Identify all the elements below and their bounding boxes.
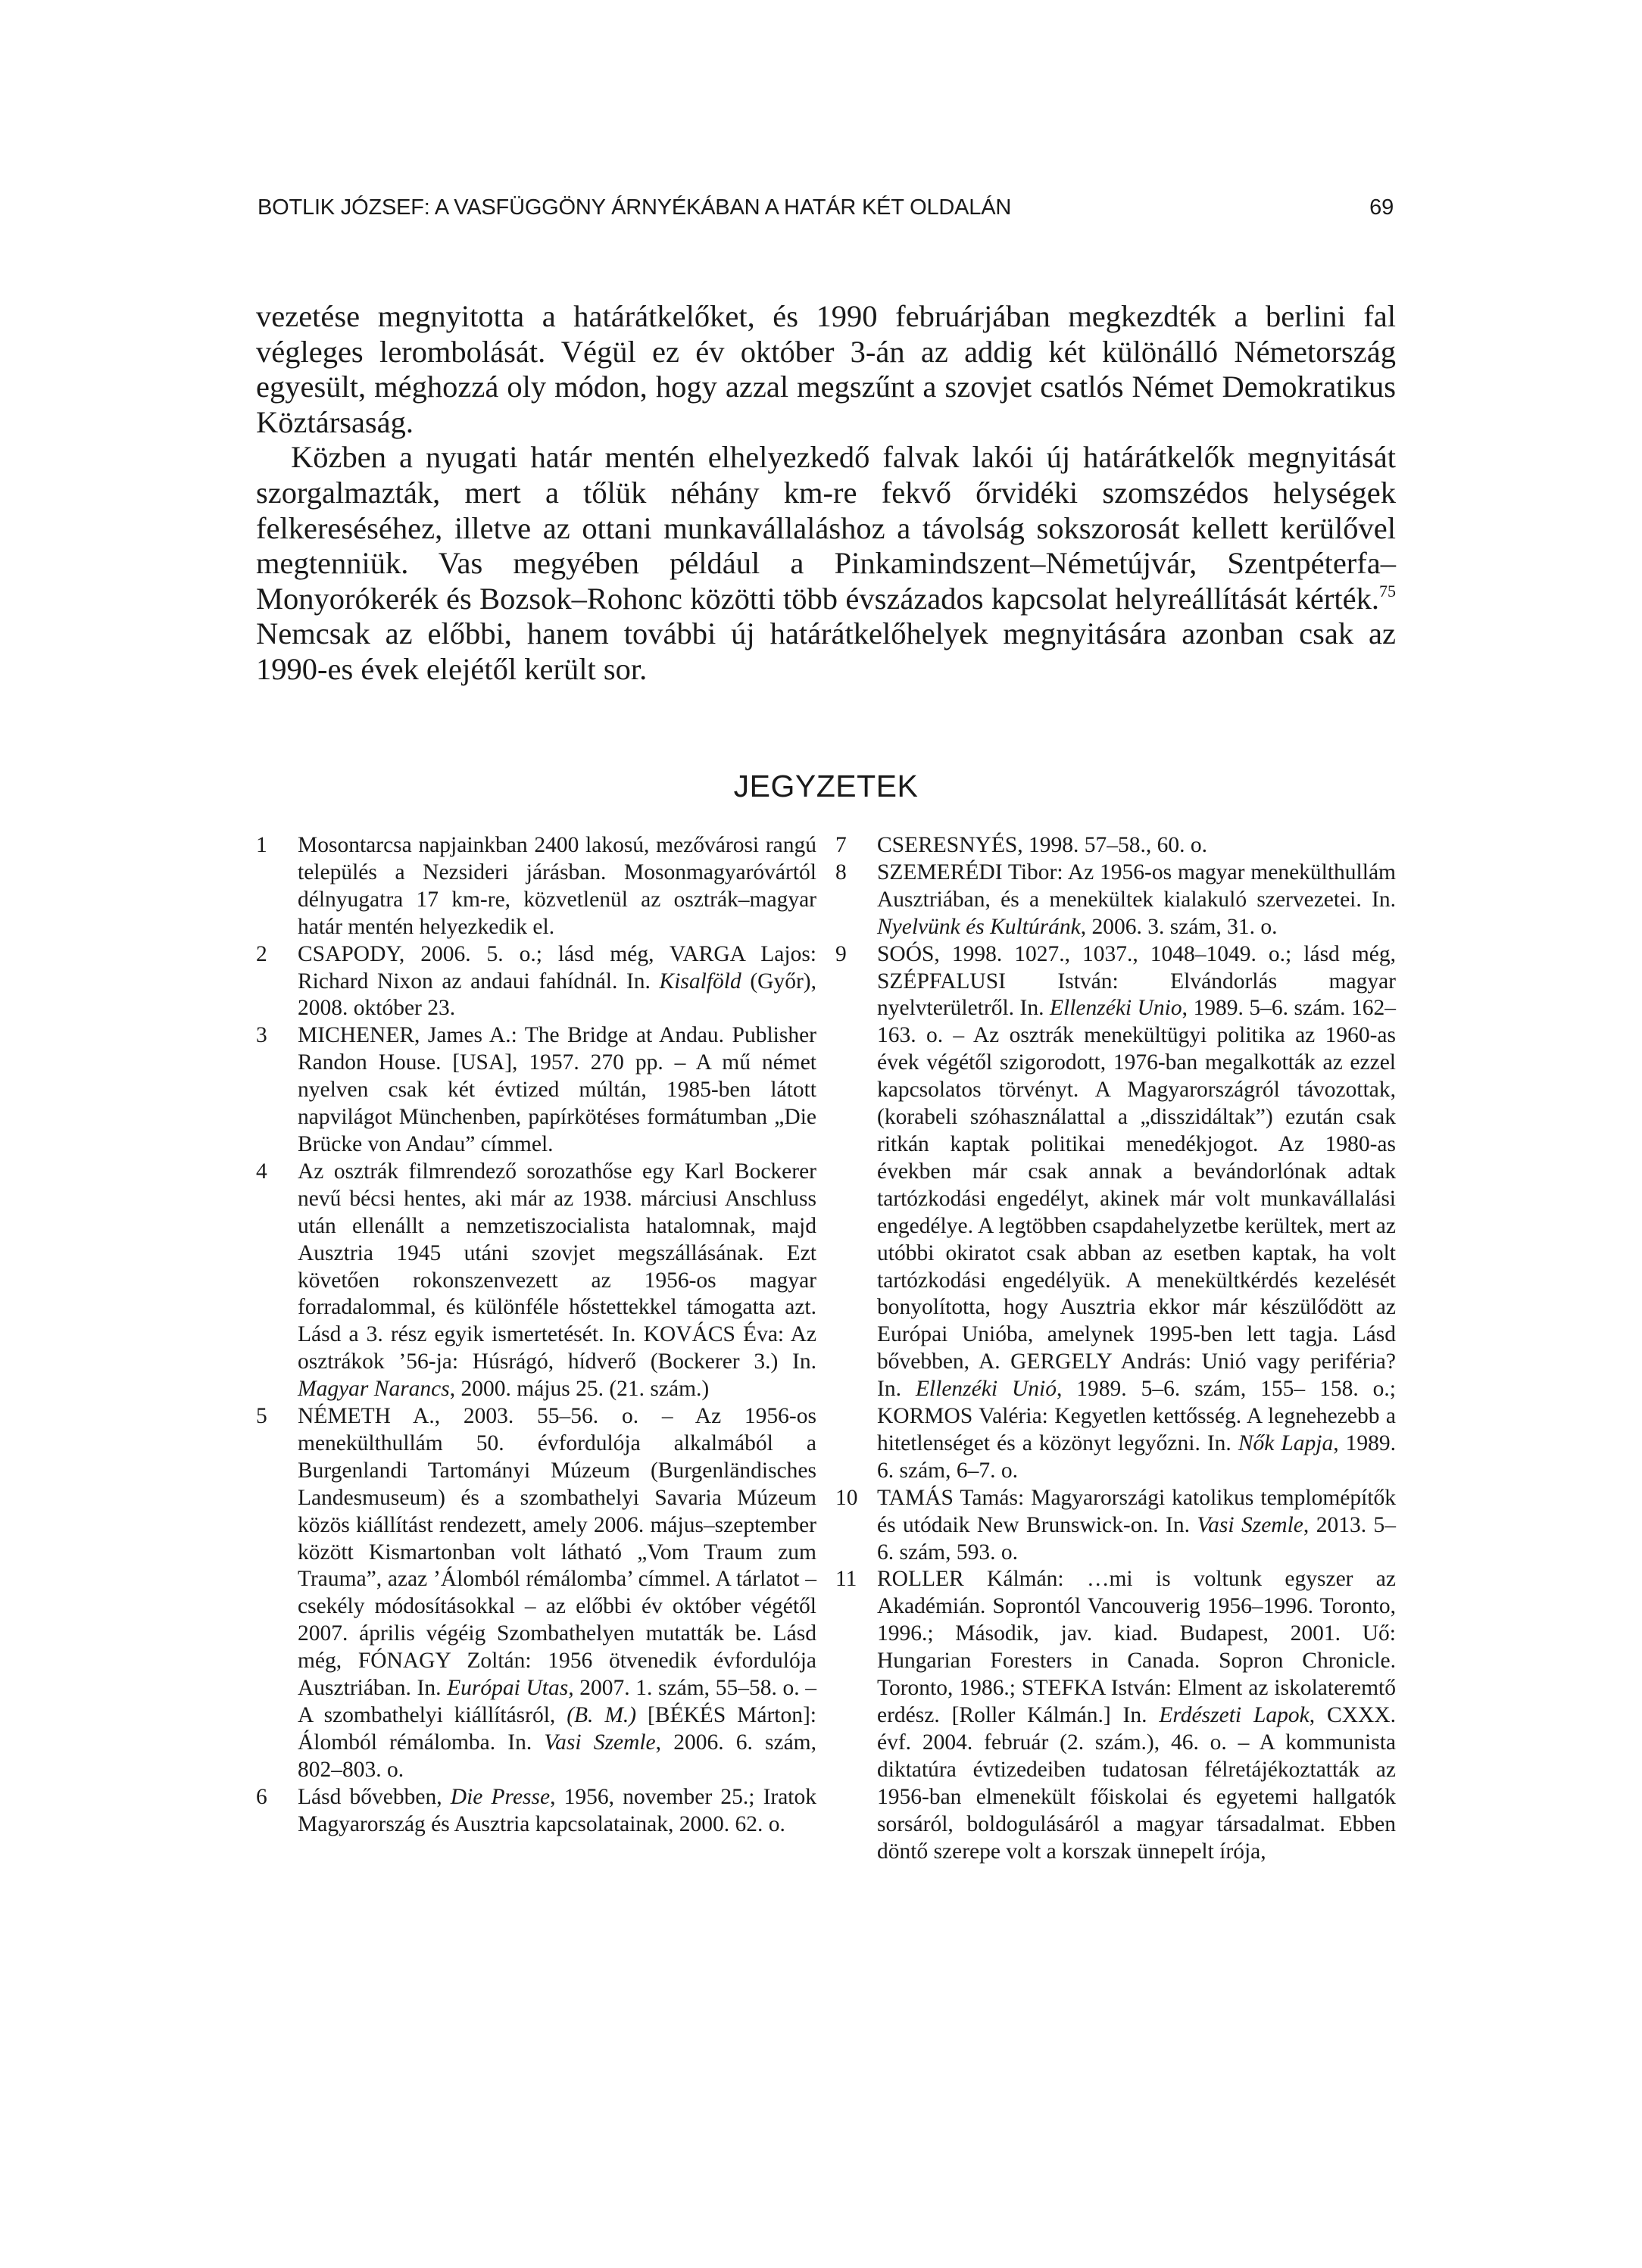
note-text-part: , 1989. 6. szám, 6–7. o. (877, 1430, 1397, 1483)
note-text (877, 941, 1396, 1485)
note-number: 8 (835, 859, 847, 884)
note-number: 6 (256, 1784, 267, 1809)
note-number: 1 (256, 833, 267, 857)
body-text (256, 299, 1396, 688)
note-text-part: Az osztrák filmrendező sorozathőse egy Karl Bockerer nevű bécsi hentes, aki már az 1938. márciusi Anschluss után ellenállt a nemzetiszocialista hatalomnak, majd Ausztria 1945 utáni szovjet megszállásának. Ezt követően rokonszenvezett az 1956-os magyar forradalommal, és különféle hőstettekkel támogatta azt. Lásd a 3. rész egyik ismertetését. In. KOVÁCS Éva: Az osztrákok ’56-ja: Húsrágó, hídverő (Bockerer 3.) In. (298, 1159, 816, 1374)
note-italic: Die Presse (450, 1784, 551, 1809)
note-text-part: , 1956, november 25.; Iratok Magyarország és Ausztria kapcsolatainak, 2000. 62. o. (298, 1784, 817, 1836)
notes-heading: JEGYZETEK (733, 769, 919, 803)
note-item (256, 832, 816, 941)
note-text-part: TAMÁS Tamás: Magyarországi katolikus templomépítők és utódaik New Brunswick-on. In. (877, 1485, 1396, 1537)
note-item (256, 1784, 816, 1839)
note-number: 11 (835, 1567, 857, 1592)
note-text-part: , 2006. 6. szám, 802–803. o. (298, 1730, 816, 1782)
note-item (835, 832, 1396, 859)
note-item (256, 1022, 816, 1159)
note-text-part: 2007. 1. szám, 55–58. o. – A szombathelyi kiállításról, (298, 1676, 816, 1727)
note-text-part: , 2013. 5–6. szám, 593. o. (877, 1512, 1397, 1565)
footnote-reference: 75 (1379, 581, 1396, 601)
paragraph-text: Nemcsak az előbbi, hanem további új határátkelőhelyek megnyitására azonban csak az 1990-es évek elejétől került sor. (256, 616, 1396, 686)
paragraph-text: Közben a nyugati határ mentén elhelyezkedő falvak lakói új határátkelők megnyitását szorgalmazták, mert a tőlük néhány km-re fekvő őrvidéki szomszédos helységek felkereséséhez, illetve az ottani munkavállaláshoz a távolság sokszorosát kellett kerülővel megtenniük. Vas megyében például a Pinkamindszent–Németújvár, Szentpéterfa–Monyorókerék és Bozsok–Rohonc közötti több évszázados kapcsolat helyreállítását kérték. (256, 440, 1396, 616)
note-number: 2 (256, 941, 267, 966)
note-italic: Ellenzéki Unió (915, 1377, 1057, 1402)
note-item (256, 1159, 816, 1403)
notes-column-left (256, 832, 816, 1839)
note-italic: Nők Lapja (1238, 1430, 1334, 1455)
running-title: BOTLIK JÓZSEF: A VASFÜGGÖNY ÁRNYÉKÁBAN A HATÁR KÉT OLDALÁN (258, 195, 1012, 220)
note-number: 10 (835, 1485, 858, 1510)
note-italic: Magyar Narancs (298, 1377, 450, 1402)
note-text-part: SZEMERÉDI Tibor: Az 1956-os magyar menekülthullám Ausztriában, és a menekültek kialakuló szervezetei. In. (877, 859, 1396, 912)
note-italic: Nyelvünk és Kultúránk (877, 914, 1081, 939)
note-text (877, 1485, 1396, 1567)
note-text-part: NÉMETH A., 2003. 55–56. o. – Az 1956-os menekülthullám 50. évfordulója alkalmából a Burgenlandi Tartományi Múzeum (Burgenländisches Landesmuseum) és a szombathelyi Savaria Múzeum közös kiállítást rendezett, amely 2006. május–szeptember között Kismartonban volt látható „Vom Traum zum Trauma”, azaz ’Álomból rémálomba’ címmel. A tárlatot – csekély módosításokkal – az előbbi év október végétől 2007. április végéig Szombathelyen mutatták be. Lásd még, FÓNAGY Zoltán: 1956 ötvenedik évfordulója Ausztriában. In. (298, 1404, 816, 1701)
note-item (835, 941, 1396, 1485)
note-text (877, 859, 1396, 941)
notes-column-right (835, 832, 1396, 1865)
note-text: Mosontarcsa napjainkban 2400 lakosú, mezővárosi rangú település a Nezsideri járásban. Mosonmagyaróvártól délnyugatra 17 km-re, közvetlenül az osztrák–magyar határ mentén helyezkedik el. (298, 833, 816, 939)
note-number: 5 (256, 1404, 267, 1429)
note-text-part: CSAPODY, 2006. 5. o.; lásd még, VARGA Lajos: Richard Nixon az andaui fahídnál. In. (298, 941, 816, 994)
note-text (298, 1784, 816, 1839)
note-number: 7 (835, 833, 847, 857)
note-item (835, 859, 1396, 941)
page-number: 69 (1369, 195, 1394, 220)
note-item (835, 1566, 1396, 1865)
note-text-part: ROLLER Kálmán: …mi is voltunk egyszer az Akadémián. Soprontól Vancouverig 1956–1996. Toronto, 1996.; Második, jav. kiad. Budapest, 2001. Uő: Hungarian Foresters in Canada. Sopron Chronicle. Toronto, 1986.; STEFKA István: Elment az iskolateremtő erdész. [Roller Kálmán.] In. (877, 1567, 1396, 1727)
running-header (258, 195, 1394, 226)
note-italic: Erdészeti Lapok (1159, 1703, 1310, 1727)
note-italic: (B. M.) (567, 1703, 637, 1727)
note-italic: Vasi Szemle (1197, 1512, 1303, 1537)
note-text-part: SOÓS, 1998. 1027., 1037., 1048–1049. o.; lásd még, SZÉPFALUSI István: Elvándorlás magyar nyelvterületről. In. (877, 941, 1396, 1021)
note-italic: Kisalföld (659, 969, 741, 994)
note-italic: Ellenzéki Unio (1050, 996, 1182, 1021)
note-italic: Európai Utas, (447, 1676, 574, 1701)
note-text: MICHENER, James A.: The Bridge at Andau. Publisher Randon House. [USA], 1957. 270 pp. – A mű német nyelven csak két évtized múltán, 1985-ben látott napvilágot Münchenben, papírkötéses formátumban „Die Brücke von Andau” címmel. (298, 1023, 816, 1156)
note-item (835, 1485, 1396, 1567)
note-text (298, 1159, 816, 1403)
note-number: 3 (256, 1023, 267, 1048)
note-text (298, 1403, 816, 1784)
note-text (298, 941, 816, 1023)
note-number: 9 (835, 941, 847, 966)
note-text-part: , 1989. 5–6. szám, 155– 158. o.; KORMOS Valéria: Kegyetlen kettősség. A legnehezebb a hitetlenséget és a közönyt legyőzni. In. (877, 1377, 1397, 1455)
note-item (256, 1403, 816, 1784)
note-text-part: (Győr), 2008. október 23. (298, 969, 817, 1021)
paragraph (256, 440, 1396, 687)
note-text-part: , 2006. 3. szám, 31. o. (1080, 914, 1278, 939)
note-text-part: , 2000. május 25. (21. szám.) (449, 1377, 710, 1402)
note-text-part: [BÉKÉS Márton]: Álomból rémálomba. In. (298, 1703, 816, 1755)
paragraph: vezetése megnyitotta a határátkelőket, és 1990 februárjában megkezdték a berlini fal végleges lerombolását. Végül ez év október 3-án az addig két különálló Németország egyesült, méghozzá oly módon, hogy azzal megszűnt a szovjet csatlós Német Demokratikus Köztársaság. (256, 299, 1396, 439)
note-italic: Vasi Szemle (544, 1730, 656, 1755)
note-item (256, 941, 816, 1023)
note-text-part: Lásd bővebben, (298, 1784, 451, 1809)
note-text-part: , 1989. 5–6. szám. 162–163. o. – Az osztrák menekültügyi politika az 1960-as évek végétől szigorodott, 1976-ban megalkották az ezzel kapcsolatos törvényt. A Magyarországról távozottak, (korabeli szóhasználattal a „disszidáltak”) ezután csak ritkán kaptak politikai menedékjogot. Az 1980-as években már csak annak a bevándorlónak adtak tartózkodási engedélyt, akinek már volt munkavállalási engedélye. A legtöbben csapdahelyzetbe kerültek, mert az utóbbi okiratot csak abban az esetben kaptak, ha volt tartózkodási engedélyük. A menekültkérdés kezelését bonyolította, hogy Ausztria ekkor már készülődött az Európai Unióba, amelynek 1995-ben lett tagja. Lásd bővebben, A. GERGELY András: Unió vagy periféria? In. (877, 996, 1396, 1402)
note-text: CSERESNYÉS, 1998. 57–58., 60. o. (877, 833, 1207, 857)
note-number: 4 (256, 1159, 267, 1184)
note-text-part: , CXXX. évf. 2004. február (2. szám.), 46. o. – A kommunista diktatúra évtizedeiben tudatosan félretájékoztatták az 1956-ban elmenekült főiskolai és egyetemi hallgatók sorsáról, boldogulásáról a magyar társadalmat. Ebben döntő szerepe volt a korszak ünnepelt írója, (877, 1703, 1396, 1864)
note-text (877, 1566, 1396, 1865)
